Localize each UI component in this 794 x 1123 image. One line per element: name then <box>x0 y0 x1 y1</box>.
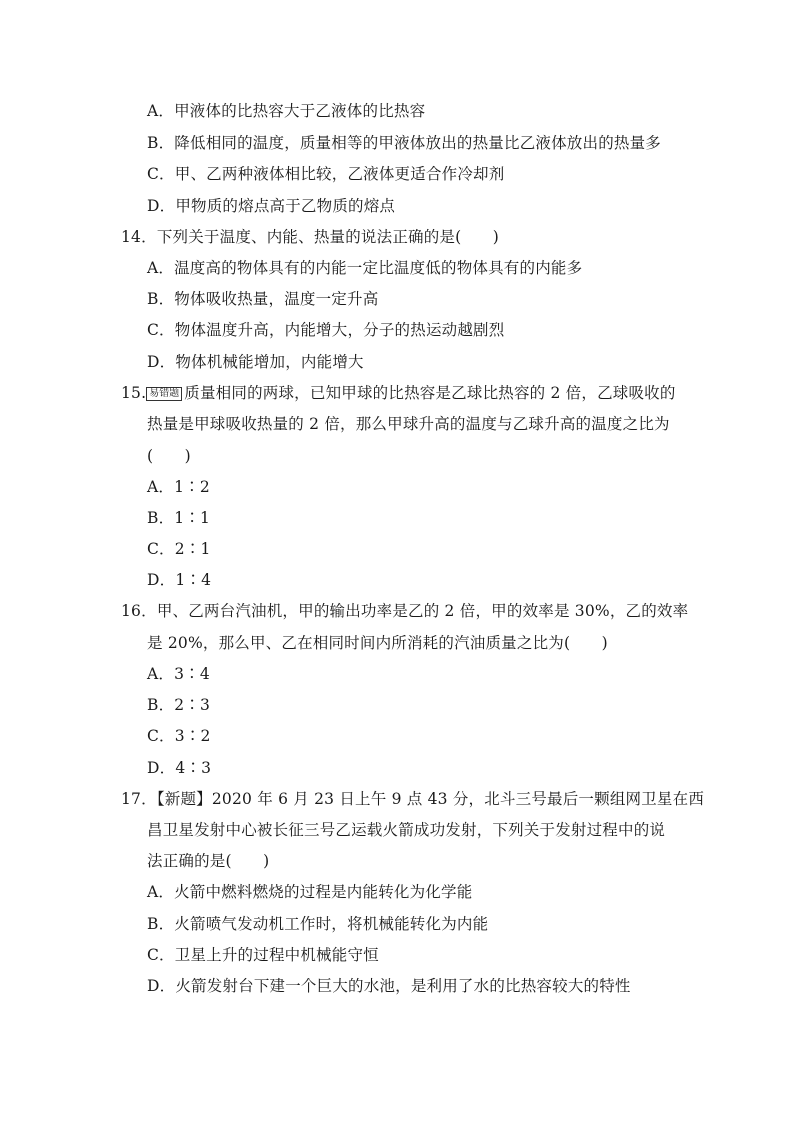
q15-option-a: A．1∶2 <box>147 478 210 496</box>
q14-option-b: B．物体吸收热量，温度一定升高 <box>147 290 379 308</box>
q17-option-b: B．火箭喷气发动机工作时，将机械能转化为内能 <box>147 915 489 933</box>
q16-option-c: C．3∶2 <box>147 727 211 745</box>
q15-number: 15. <box>121 384 147 402</box>
q17-option-a: A．火箭中燃料燃烧的过程是内能转化为化学能 <box>147 883 473 901</box>
q15-stem-text1: 质量相同的两球，已知甲球的比热容是乙球比热容的 2 倍，乙球吸收的 <box>184 384 676 402</box>
q17-stem-line3: 法正确的是( ) <box>147 852 270 870</box>
q16-option-d: D．4∶3 <box>147 759 212 777</box>
q15-option-b: B．1∶1 <box>147 509 211 527</box>
q16-option-a: A．3∶4 <box>147 665 210 683</box>
q17-option-d: D．火箭发射台下建一个巨大的水池，是利用了水的比热容较大的特性 <box>147 977 631 995</box>
q16-stem-line2: 是 20%，那么甲、乙在相同时间内所消耗的汽油质量之比为( ) <box>147 634 608 652</box>
q13-option-b: B．降低相同的温度，质量相等的甲液体放出的热量比乙液体放出的热量多 <box>147 134 661 152</box>
q15-option-c: C．2∶1 <box>147 540 211 558</box>
q14-option-a: A．温度高的物体具有的内能一定比温度低的物体具有的内能多 <box>147 259 583 277</box>
q17-option-c: C．卫星上升的过程中机械能守恒 <box>147 946 379 964</box>
q13-option-d: D．甲物质的熔点高于乙物质的熔点 <box>147 197 396 215</box>
q15-stem-line1 <box>121 382 676 404</box>
q14-option-c: C．物体温度升高，内能增大，分子的热运动越剧烈 <box>147 321 505 339</box>
q17-stem-line2: 昌卫星发射中心被长征三号乙运载火箭成功发射，下列关于发射过程中的说 <box>147 821 666 839</box>
q17-stem-line1: 17．【新题】2020 年 6 月 23 日上午 9 点 43 分，北斗三号最后一颗组网卫星在西 <box>121 790 705 808</box>
q13-option-c: C．甲、乙两种液体相比较，乙液体更适合作冷却剂 <box>147 165 505 183</box>
q14-stem: 14．下列关于温度、内能、热量的说法正确的是( ) <box>121 228 500 246</box>
q13-option-a: A．甲液体的比热容大于乙液体的比热容 <box>147 102 426 120</box>
q15-option-d: D．1∶4 <box>147 571 212 589</box>
q14-option-d: D．物体机械能增加，内能增大 <box>147 353 364 371</box>
q16-option-b: B．2∶3 <box>147 696 211 714</box>
q15-stem-line3: ( ) <box>147 447 191 465</box>
error-prone-badge: 易错题 <box>146 387 182 401</box>
q15-stem-line2: 热量是甲球吸收热量的 2 倍，那么甲球升高的温度与乙球升高的温度之比为 <box>147 415 670 433</box>
q16-stem-line1: 16．甲、乙两台汽油机，甲的输出功率是乙的 2 倍，甲的效率是 30%，乙的效率 <box>121 602 689 620</box>
